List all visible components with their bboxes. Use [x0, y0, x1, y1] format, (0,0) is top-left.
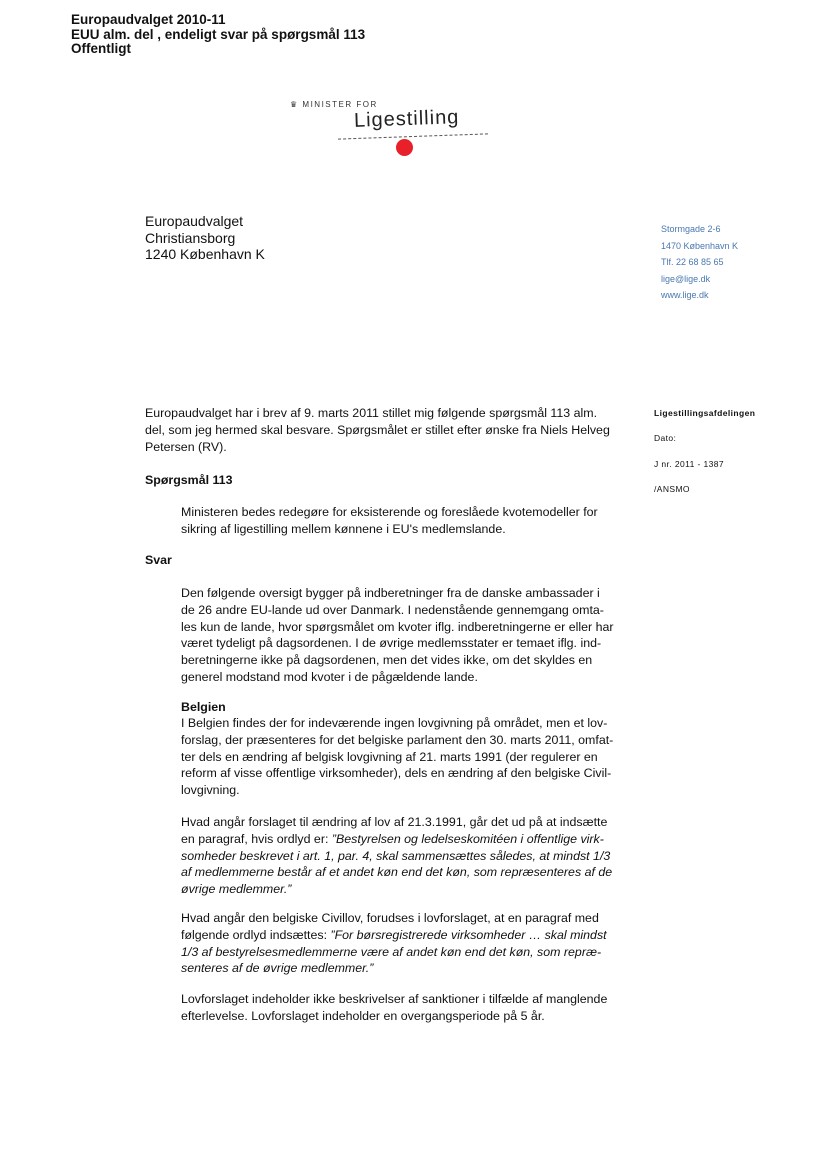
date-label: Dato:	[654, 433, 677, 444]
ministry-logo	[290, 98, 500, 160]
logo-red-dot	[396, 139, 413, 156]
text-line	[181, 927, 607, 944]
journal-number: J nr. 2011 - 1387	[654, 458, 724, 469]
text-line	[181, 814, 612, 831]
text-line: 1240 København K	[145, 246, 265, 262]
department: Ligestillingsafdelingen	[654, 408, 756, 418]
text-line: de 26 andre EU-lande ud over Danmark. I nedenstående gennemgang omta-	[181, 602, 604, 617]
text-line: Stormgade 2-6	[661, 224, 721, 234]
text-line: forslag, der præsenteres for det belgiske parlament den 30. marts 2011, omfat-	[181, 732, 614, 747]
normal-text: følgende ordlyd indsættes:	[181, 927, 331, 942]
recipient-address	[145, 213, 265, 263]
text-line: EUU alm. del , endeligt svar på spørgsmål 113	[71, 26, 366, 42]
text-line: beretningerne ikke på dagsordenen, men det vides ikke, om det skyldes en	[181, 653, 593, 668]
normal-text: en paragraf, hvis ordlyd er:	[181, 831, 332, 846]
logo-crown-text: ♛ MINISTER FOR	[290, 100, 378, 109]
text-line: Europaudvalget 2010-11	[71, 12, 226, 27]
text-line	[181, 831, 612, 848]
text-line: Europaudvalget	[145, 213, 244, 229]
text-line	[181, 864, 612, 881]
quoted-text: ”Bestyrelsen og ledelseskomitéen i offentlige virk-	[331, 831, 604, 846]
text-line: del, som jeg hermed skal besvare. Spørgsmålet er stillet efter ønske fra Niels Helveg	[145, 422, 610, 437]
text-line	[181, 944, 607, 961]
text-line: Offentligt	[71, 41, 131, 56]
question-text	[181, 504, 598, 538]
belgium-paragraph-4	[181, 991, 607, 1025]
intro-paragraph	[145, 405, 610, 455]
belgium-paragraph-3	[181, 910, 607, 977]
text-line	[181, 960, 607, 977]
text-line: les kun de lande, hvor spørgsmålet om kvoter iflg. indberetningerne er eller har	[181, 619, 614, 634]
quoted-text: ”For børsregistrerede virksomheder … skal mindst	[330, 927, 607, 942]
initials: /ANSMO	[654, 483, 690, 494]
text-line: sikring af ligestilling mellem kønnene i EU's medlemslande.	[181, 521, 506, 536]
letter-meta	[654, 408, 755, 509]
text-line: 1470 København K	[661, 240, 739, 251]
document-header	[71, 13, 365, 57]
text-line: Christiansborg	[145, 229, 236, 246]
text-line: lovgivning.	[181, 783, 240, 798]
text-line	[181, 881, 612, 898]
text-line: Europaudvalget har i brev af 9. marts 2011 stillet mig følgende spørgsmål 113 alm.	[145, 406, 598, 420]
contact-info	[661, 221, 738, 304]
text-line: ter dels en ændring af belgisk lovgivning af 21. marts 1991 (der regulerer en	[181, 749, 598, 764]
quoted-text: øvrige medlemmer.”	[181, 882, 292, 897]
quoted-text: somheder beskrevet i art. 1, par. 4, skal sammensættes således, at mindst 1/3	[181, 848, 611, 863]
text-line: Petersen (RV).	[145, 439, 227, 454]
answer-paragraph	[181, 585, 614, 686]
text-line: lige@lige.dk	[661, 273, 711, 284]
belgium-paragraph-1	[181, 715, 613, 799]
quoted-text: 1/3 af bestyrelsesmedlemmerne være af andet køn end det køn, som repræ-	[181, 944, 602, 959]
normal-text: Hvad angår den belgiske Civillov, forudses i lovforslaget, at en paragraf med	[181, 911, 599, 925]
logo-divider	[338, 133, 488, 139]
text-line: www.lige.dk	[661, 290, 709, 300]
belgium-heading: Belgien	[181, 700, 226, 714]
text-line: Tlf. 22 68 85 65	[661, 257, 724, 267]
belgium-paragraph-2	[181, 814, 612, 898]
text-line: I Belgien findes der for indeværende ingen lovgivning på området, men et lov-	[181, 716, 608, 730]
logo-name: Ligestilling	[353, 106, 460, 132]
text-line	[181, 910, 607, 927]
quoted-text: af medlemmerne består af et andet køn end det køn, som repræsenteres af de	[181, 865, 613, 880]
quoted-text: senteres af de øvrige medlemmer.”	[181, 961, 374, 976]
text-line	[181, 848, 612, 865]
text-line: generel modstand mod kvoter i de pågældende lande.	[181, 669, 478, 684]
text-line: Ministeren bedes redegøre for eksisterende og foreslåede kvotemodeller for	[181, 505, 598, 519]
text-line: Den følgende oversigt bygger på indberetninger fra de danske ambassader i	[181, 586, 600, 600]
answer-heading: Svar	[145, 553, 172, 567]
text-line: Lovforslaget indeholder ikke beskrivelser af sanktioner i tilfælde af manglende	[181, 992, 608, 1006]
text-line: reform af visse offentlige virksomheder), dels en ændring af den belgiske Civil-	[181, 766, 612, 781]
question-heading: Spørgsmål 113	[145, 473, 233, 487]
text-line: efterlevelse. Lovforslaget indeholder en overgangsperiode på 5 år.	[181, 1008, 545, 1023]
normal-text: Hvad angår forslaget til ændring af lov af 21.3.1991, går det ud på at indsætte	[181, 815, 608, 829]
text-line: været tydeligt på dagsordenen. I de øvrige medlemsstater er temaet iflg. ind-	[181, 636, 602, 651]
